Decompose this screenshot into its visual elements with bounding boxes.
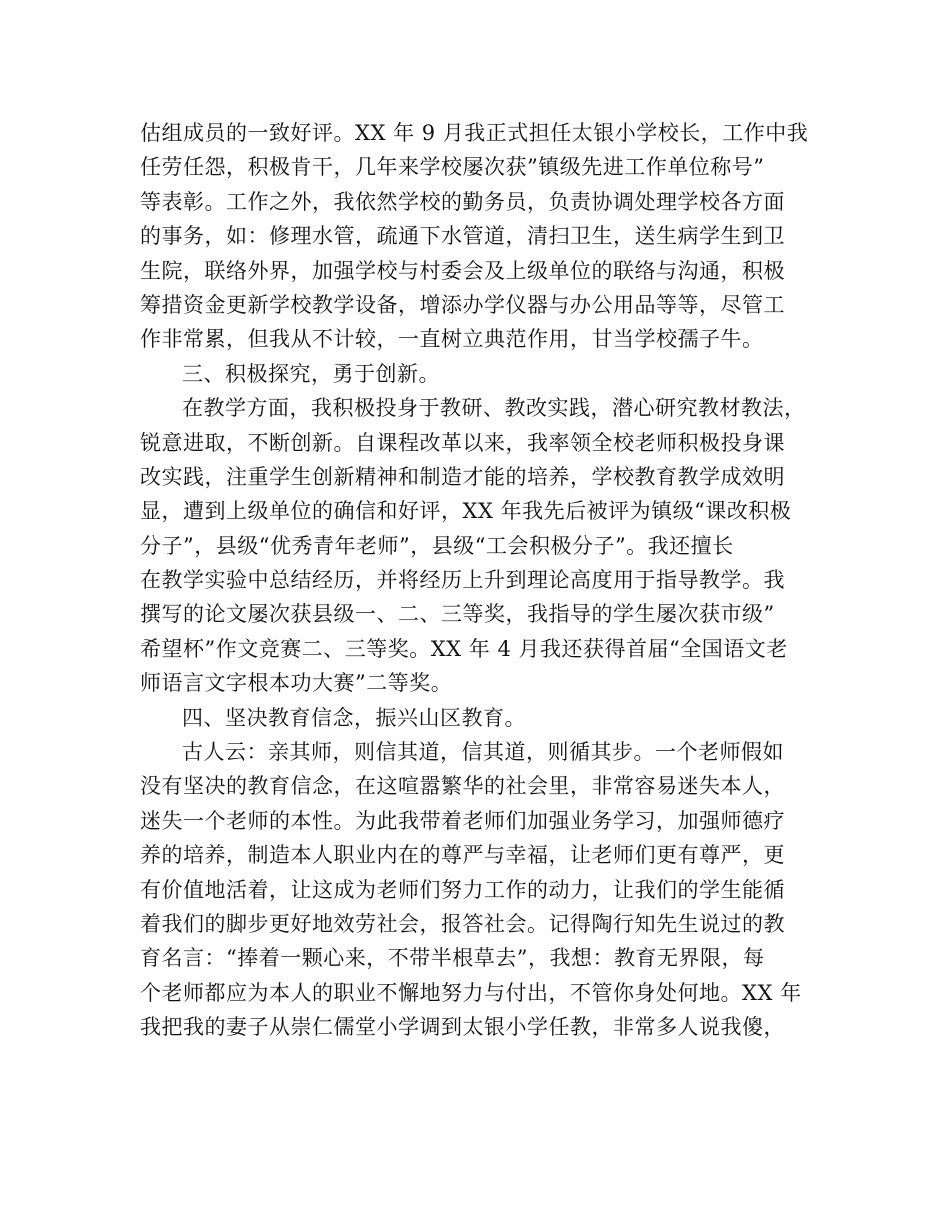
text-line: 显，遭到上级单位的确信和好评，XX 年我先后被评为镇级“课改积极: [140, 499, 792, 524]
text-line: 任劳任怨，积极肯干，几年来学校屡次获”镇级先进工作单位称号”: [140, 155, 765, 180]
text-line: 等表彰。工作之外，我依然学校的勤务员，负责协调处理学校各方面: [140, 189, 785, 214]
text-line: 分子”，县级“优秀青年老师”，县级“工会积极分子”。我还擅长: [140, 533, 734, 558]
paragraph-first-line: 古人云：亲其师，则信其道，信其道，则循其步。一个老师假如: [182, 740, 784, 765]
text-line: 改实践，注重学生创新精神和制造才能的培养，学校教育教学成效明: [140, 464, 785, 489]
paragraph-first-line: 三、积极探究，勇于创新。: [182, 361, 440, 386]
text-line: 有价值地活着，让这成为老师们努力工作的动力，让我们的学生能循: [140, 877, 785, 902]
text-line: 撰写的论文屡次获县级一、二、三等奖，我指导的学生屡次获市级”: [140, 602, 775, 627]
text-line: 作非常累，但我从不计较，一直树立典范作用，甘当学校孺子牛。: [140, 327, 764, 352]
text-line: 在教学实验中总结经历，并将经历上升到理论高度用于指导教学。我: [140, 568, 785, 593]
text-line: 生院，联络外界，加强学校与村委会及上级单位的联络与沟通，积极: [140, 258, 785, 283]
text-line: 估组成员的一致好评。XX 年 9 月我正式担任太银小学校长，工作中我: [140, 121, 809, 145]
paragraph-first-line: 在教学方面，我积极投身于教研、教改实践，潜心研究教材教法，: [182, 396, 806, 421]
text-line: 着我们的脚步更好地效劳社会，报答社会。记得陶行知先生说过的教: [140, 911, 785, 936]
text-line: 锐意进取，不断创新。自课程改革以来，我率领全校老师积极投身课: [140, 430, 785, 455]
text-line: 没有坚决的教育信念，在这喧嚣繁华的社会里，非常容易迷失本人，: [140, 774, 785, 799]
text-line: 的事务，如：修理水管，疏通下水管道，清扫卫生，送生病学生到卫: [140, 224, 785, 249]
text-line: 筹措资金更新学校教学设备，增添办学仪器与办公用品等等，尽管工: [140, 292, 785, 317]
text-line: 师语言文字根本功大赛”二等奖。: [140, 671, 453, 696]
text-line: 养的培养，制造本人职业内在的尊严与幸福，让老师们更有尊严，更: [140, 843, 785, 868]
text-line: 迷失一个老师的本性。为此我带着老师们加强业务学习，加强师德疗: [140, 808, 785, 833]
text-line: 希望杯”作文竞赛二、三等奖。XX 年 4 月我还获得首届“全国语文老: [140, 636, 788, 661]
paragraph-first-line: 四、坚决教育信念，振兴山区教育。: [182, 705, 526, 730]
text-line: 育名言：“捧着一颗心来，不带半根草去”，我想：教育无界限，每: [140, 946, 765, 971]
text-line: 个老师都应为本人的职业不懈地努力与付出，不管你身处何地。XX 年: [140, 980, 802, 1005]
text-line: 我把我的妻子从崇仁儒堂小学调到太银小学任教，非常多人说我傻，: [140, 1015, 785, 1040]
document-body: [140, 116, 820, 1045]
